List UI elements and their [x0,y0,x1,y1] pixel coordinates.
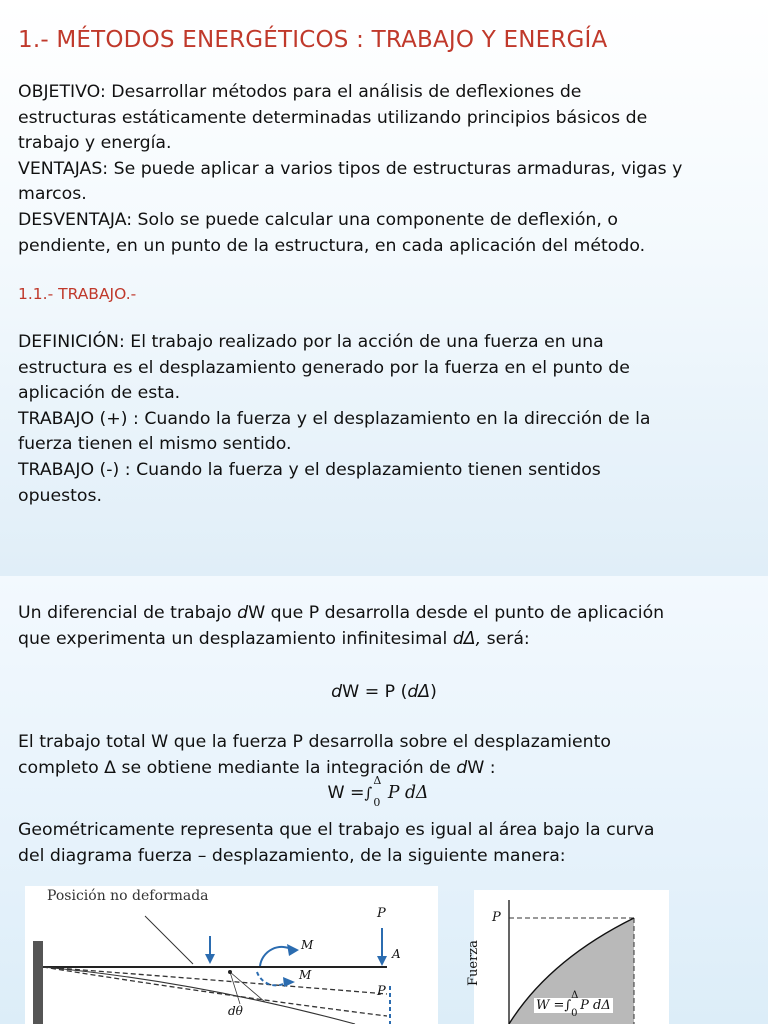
text-line: trabajo y energía. [18,133,172,154]
text-line: fuerza tienen el mismo sentido. [18,434,292,455]
p-arrowhead [377,956,387,966]
slide-title: 1.- MÉTODOS ENERGÉTICOS : TRABAJO Y ENERGÍA [18,27,608,53]
text-line: estructura es el desplazamiento generado por la fuerza en el punto de [18,357,630,378]
label-dtheta: dθ [228,1004,243,1018]
label-p-lower: P [377,984,386,999]
angle-line [230,972,265,1002]
point-marker [228,970,232,974]
intro-paragraph [18,601,753,652]
text-line: DESVENTAJA: Solo se puede calcular una componente de deflexión, o [18,209,618,230]
label-a: A [392,947,401,961]
text-line: completo Δ se obtiene mediante la integración de dW : [18,757,496,778]
axis-label-fuerza: Fuerza [466,940,481,986]
slide-2 [0,576,768,1024]
moment-arrowhead [287,944,299,956]
text-line: marcos. [18,184,87,205]
beam-deflection-figure [25,886,438,1024]
text-line: Un diferencial de trabajo dW que P desarrolla desde el punto de aplicación [18,603,665,623]
total-work-paragraph [18,730,753,781]
equation-dw: dW = P (dΔ) [331,682,437,702]
text-line: Geométricamente representa que el trabajo es igual al área bajo la curva [18,820,655,840]
section-subtitle: 1.1.- TRABAJO.- [18,285,137,303]
deformed-curve [43,967,387,994]
equation-integral: W =∫ Δ 0 P dΔ [327,774,429,809]
text-line: DEFINICIÓN: El trabajo realizado por la acción de una fuerza en una [18,332,604,352]
label-m-top: M [301,938,314,952]
text-line: opuestos. [18,485,102,506]
text-line: aplicación de esta. [18,383,181,404]
geometric-paragraph [18,818,753,869]
area-formula: W =∫ Δ 0 P dΔ [536,989,611,1019]
definicion-paragraph [18,330,753,509]
text-line: pendiente, en un punto de la estructura, en cada aplicación del método. [18,235,646,256]
text-line: que experimenta un desplazamiento infinitesimal dΔ, será: [18,628,530,649]
label-m-lower: M [299,968,312,982]
label-p: P [492,910,501,925]
label-p-top: P [377,906,386,921]
fixed-support [33,941,43,1024]
force-displacement-figure [466,890,669,1024]
text-line: El trabajo total W que la fuerza P desarrolla sobre el desplazamiento [18,732,611,752]
figure-caption: Posición no deformada [47,888,209,904]
text-line: OBJETIVO: Desarrollar métodos para el análisis de deflexiones de [18,82,582,102]
objetivo-paragraph [18,80,753,259]
text-line: del diagrama fuerza – desplazamiento, de la siguiente manera: [18,845,566,866]
moment-arrowhead [283,977,295,987]
text-line: VENTAJAS: Se puede aplicar a varios tipos de estructuras armaduras, vigas y [18,158,683,179]
text-line: estructuras estáticamente determinadas utilizando principios básicos de [18,107,648,128]
leader-line [145,916,193,964]
text-line: TRABAJO (-) : Cuando la fuerza y el desplazamiento tienen sentidos [18,459,601,480]
text-line: TRABAJO (+) : Cuando la fuerza y el desplazamiento en la dirección de la [18,408,651,429]
load-arrowhead [205,954,215,964]
